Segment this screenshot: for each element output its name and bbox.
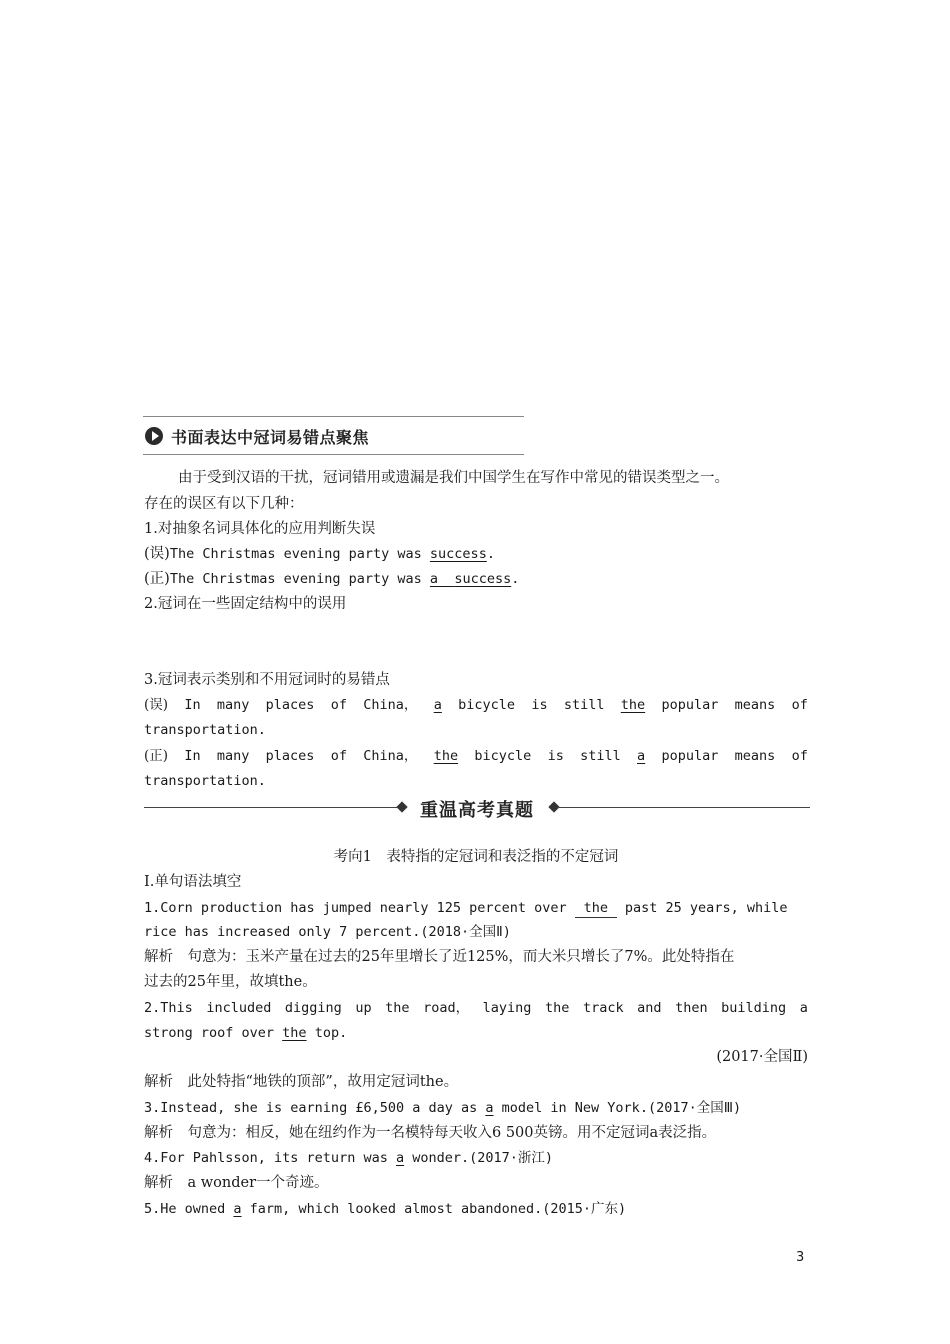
q2-source: (2017·全国Ⅱ)	[716, 1049, 808, 1065]
item3-correct-article-2: a	[637, 748, 646, 764]
q3-answer: a	[485, 1100, 494, 1116]
section-banner	[144, 794, 810, 822]
q4-answer: a	[395, 1150, 405, 1166]
q5-line: 5.He owned a farm, which looked almost abandoned.(2015·广东)	[144, 1201, 627, 1217]
intro-line-2: 存在的误区有以下几种：	[144, 496, 304, 512]
section-header	[143, 416, 524, 455]
period: .	[486, 546, 495, 562]
item3-wrong-line2: transportation.	[144, 722, 266, 738]
intro-line-1: 由于受到汉语的干扰，冠词错用或遗漏是我们中国学生在写作中常见的错误类型之一。	[178, 470, 729, 486]
q2-analysis: 解析 此处特指“地铁的顶部”，故用定冠词the。	[144, 1074, 459, 1090]
q1-analysis-1: 解析 句意为：玉米产量在过去的25年里增长了近125%，而大米只增长了7%。此处特指在	[144, 949, 735, 965]
q1-analysis-2: 过去的25年里，故填the。	[144, 974, 317, 990]
q2-line2: strong roof over the top.	[144, 1025, 348, 1041]
q1-line1: 1.Corn production has jumped nearly 125 percent over the past 25 years, while	[144, 900, 788, 916]
item1-heading: 1.对抽象名词具体化的应用判断失误	[144, 521, 376, 537]
play-icon	[145, 427, 163, 445]
wrong-label: (误)	[144, 546, 170, 562]
q3-line: 3.Instead, she is earning £6,500 a day as a model in New York.(2017·全国Ⅲ)	[144, 1100, 742, 1116]
q3-analysis: 解析 句意为：相反，她在纽约作为一名模特每天收入6 500英镑。用不定冠词a表泛指。	[144, 1125, 717, 1141]
item1-wrong-text: The Christmas evening party was	[169, 546, 430, 562]
item3-wrong-article-2: the	[620, 697, 646, 713]
q1-answer: the	[575, 900, 617, 918]
item1-correct-article: a	[429, 571, 439, 587]
topic-heading: 考向1 表特指的定冠词和表泛指的不定冠词	[333, 849, 619, 865]
section-title: 书面表达中冠词易错点聚焦	[171, 428, 370, 447]
item1-wrong-word: success	[429, 546, 487, 562]
q1-line2: rice has increased only 7 percent.(2018·全国Ⅱ)	[144, 924, 511, 940]
item3-correct-line1: (正) In many places of China， the bicycle is still a popular means of	[144, 748, 808, 764]
q4-line: 4.For Pahlsson, its return was a wonder.(2017·浙江)	[144, 1150, 554, 1166]
page-number: 3	[796, 1250, 805, 1265]
item3-wrong-line1: (误) In many places of China， a bicycle is still the popular means of	[144, 697, 808, 713]
item3-correct-line2: transportation.	[144, 773, 266, 789]
item1-correct-text: The Christmas evening party was	[169, 571, 430, 587]
item1-correct	[144, 569, 808, 589]
q2-answer: the	[282, 1025, 307, 1041]
banner-rule-right	[557, 807, 810, 808]
period: .	[511, 571, 520, 587]
correct-label: (正)	[144, 571, 170, 587]
item1-correct-word: success	[454, 571, 512, 587]
banner-title: 重温高考真题	[420, 800, 534, 821]
part-heading: Ⅰ.单句语法填空	[144, 874, 242, 890]
item1-wrong	[144, 544, 808, 564]
q5-answer: a	[233, 1201, 242, 1217]
q2-line1: 2.This included digging up the road， laying the track and then building a	[144, 1000, 808, 1016]
q4-analysis: 解析 a wonder一个奇迹。	[144, 1175, 329, 1191]
item3-heading: 3.冠词表示类别和不用冠词时的易错点	[144, 672, 390, 688]
item2-heading: 2.冠词在一些固定结构中的误用	[144, 596, 347, 612]
item3-wrong-article-1: a	[433, 697, 442, 713]
item3-correct-article-1: the	[433, 748, 459, 764]
